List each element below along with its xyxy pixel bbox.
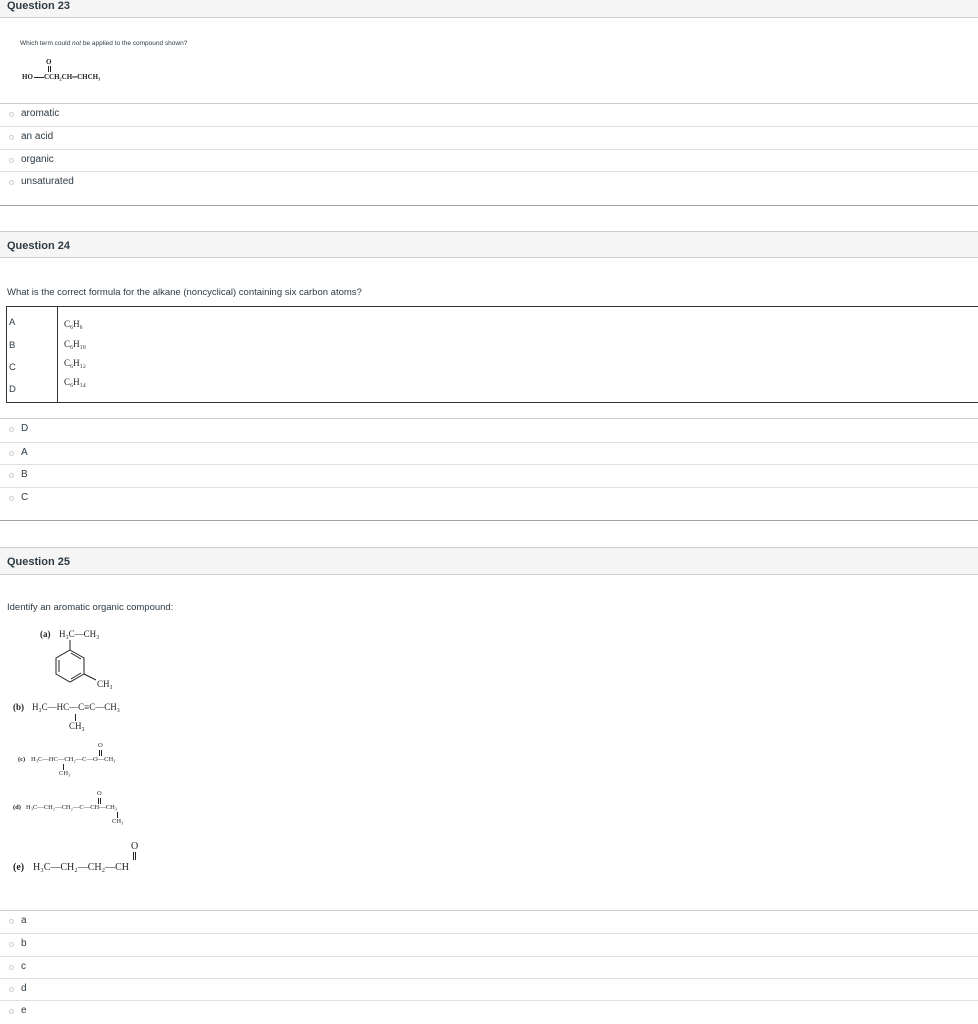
compound-e-label: (e) <box>13 862 25 873</box>
answer-option[interactable] <box>0 1000 978 1022</box>
answer-option[interactable] <box>0 911 978 933</box>
radio-button[interactable] <box>9 158 14 163</box>
answer-option-label: organic <box>21 153 54 165</box>
compound-e-carbonyl-bond <box>133 852 136 860</box>
table-formula: C₆H₁₂ <box>64 358 86 368</box>
table-formula: C₆H₁₄ <box>64 377 86 387</box>
radio-button[interactable] <box>9 180 14 185</box>
radio-button[interactable] <box>9 135 14 140</box>
compound-b <box>13 702 173 736</box>
answer-option-label: an acid <box>21 131 54 143</box>
compound-b-bond <box>75 714 76 721</box>
compound-c-main: H₃C—HC—CH₂—C—O—CH₃ <box>31 756 116 763</box>
compound-c-oxygen: O <box>98 742 103 749</box>
radio-button[interactable] <box>9 942 14 947</box>
compound-d-label: (d) <box>13 804 21 811</box>
radio-button[interactable] <box>9 965 14 970</box>
compound-c <box>18 742 168 782</box>
compound-a-label: (a) <box>40 629 51 639</box>
radio-button[interactable] <box>9 112 14 117</box>
table-divider <box>57 307 58 402</box>
compound-c-label: (c) <box>18 756 26 763</box>
radio-button[interactable] <box>9 1009 14 1014</box>
radio-button[interactable] <box>9 919 14 924</box>
answer-option[interactable] <box>0 464 978 487</box>
answer-option[interactable] <box>0 126 978 148</box>
radio-button[interactable] <box>9 496 14 501</box>
formula-table <box>6 306 978 403</box>
compound-b-sub: CH₃ <box>69 721 85 731</box>
answer-option[interactable] <box>0 978 978 1000</box>
radio-button[interactable] <box>9 451 14 456</box>
carbonyl-bond <box>48 66 51 72</box>
compound-a-sub: CH₃ <box>97 679 113 689</box>
answer-option-label: B <box>21 469 28 480</box>
table-formula: C₆H₁₀ <box>64 339 86 349</box>
question-25-header <box>0 547 978 575</box>
answer-option[interactable] <box>0 956 978 978</box>
compound-d-oxygen: O <box>97 790 102 797</box>
compound-a-top: H₃C—CH₃ <box>59 629 100 639</box>
table-letter: A <box>9 317 16 328</box>
question-24-title: Question 24 <box>7 240 70 252</box>
answer-option-label: unsaturated <box>21 175 74 187</box>
answer-option[interactable] <box>0 933 978 955</box>
compound-d-main: H₃C—CH₂—CH₂—C—CH—CH₃ <box>26 804 118 811</box>
table-letter: D <box>9 384 16 395</box>
answer-option-label: e <box>21 1005 27 1017</box>
compound-c-sub: CH₃ <box>59 770 71 777</box>
answer-option-label: d <box>21 982 27 994</box>
answer-option[interactable] <box>0 149 978 171</box>
answer-option-label: aromatic <box>21 108 60 119</box>
question-23-text: Which term could not be applied to the compound shown? <box>20 40 188 47</box>
answer-option-label: c <box>21 960 26 972</box>
compound-e-main: H₃C—CH₂—CH₂—CH <box>33 862 130 873</box>
answer-option-label: b <box>21 938 27 950</box>
compound-b-main: H₃C—HC—C≡C—CH₃ <box>32 702 120 712</box>
formula-dash <box>34 77 44 78</box>
compound-b-label: (b) <box>13 702 24 712</box>
answer-option[interactable] <box>0 171 978 193</box>
question-23-title: Question 23 <box>7 0 70 12</box>
compound-d <box>13 790 163 830</box>
formula-right: CCH₂CH═CHCH₃ <box>44 73 101 81</box>
compound-e <box>13 840 163 878</box>
table-formula: C₆H₆ <box>64 319 83 329</box>
question-24-header <box>0 231 978 258</box>
question-25-title: Question 25 <box>7 556 70 568</box>
question-25-text: Identify an aromatic organic compound: <box>7 602 174 613</box>
table-letter: C <box>9 362 16 373</box>
question-23-header <box>0 0 978 18</box>
answer-option[interactable] <box>0 419 978 442</box>
answer-option-label: a <box>21 915 27 926</box>
table-letter: B <box>9 340 16 351</box>
compound-d-sub: CH₃ <box>112 818 124 825</box>
compound-a <box>40 628 180 692</box>
formula-left: HO <box>22 73 33 81</box>
answer-option-label: D <box>21 423 29 434</box>
radio-button[interactable] <box>9 473 14 478</box>
answer-option[interactable] <box>0 104 978 126</box>
question-24-text: What is the correct formula for the alkane (noncyclical) containing six carbon atoms? <box>7 287 362 298</box>
answer-option-label: A <box>21 446 28 458</box>
radio-button[interactable] <box>9 987 14 992</box>
carbonyl-oxygen: O <box>46 58 52 66</box>
radio-button[interactable] <box>9 427 14 432</box>
compound-e-oxygen: O <box>131 841 139 852</box>
answer-option[interactable] <box>0 487 978 510</box>
answer-option[interactable] <box>0 442 978 465</box>
question-23-structure <box>22 58 162 88</box>
answer-option-label: C <box>21 491 29 503</box>
